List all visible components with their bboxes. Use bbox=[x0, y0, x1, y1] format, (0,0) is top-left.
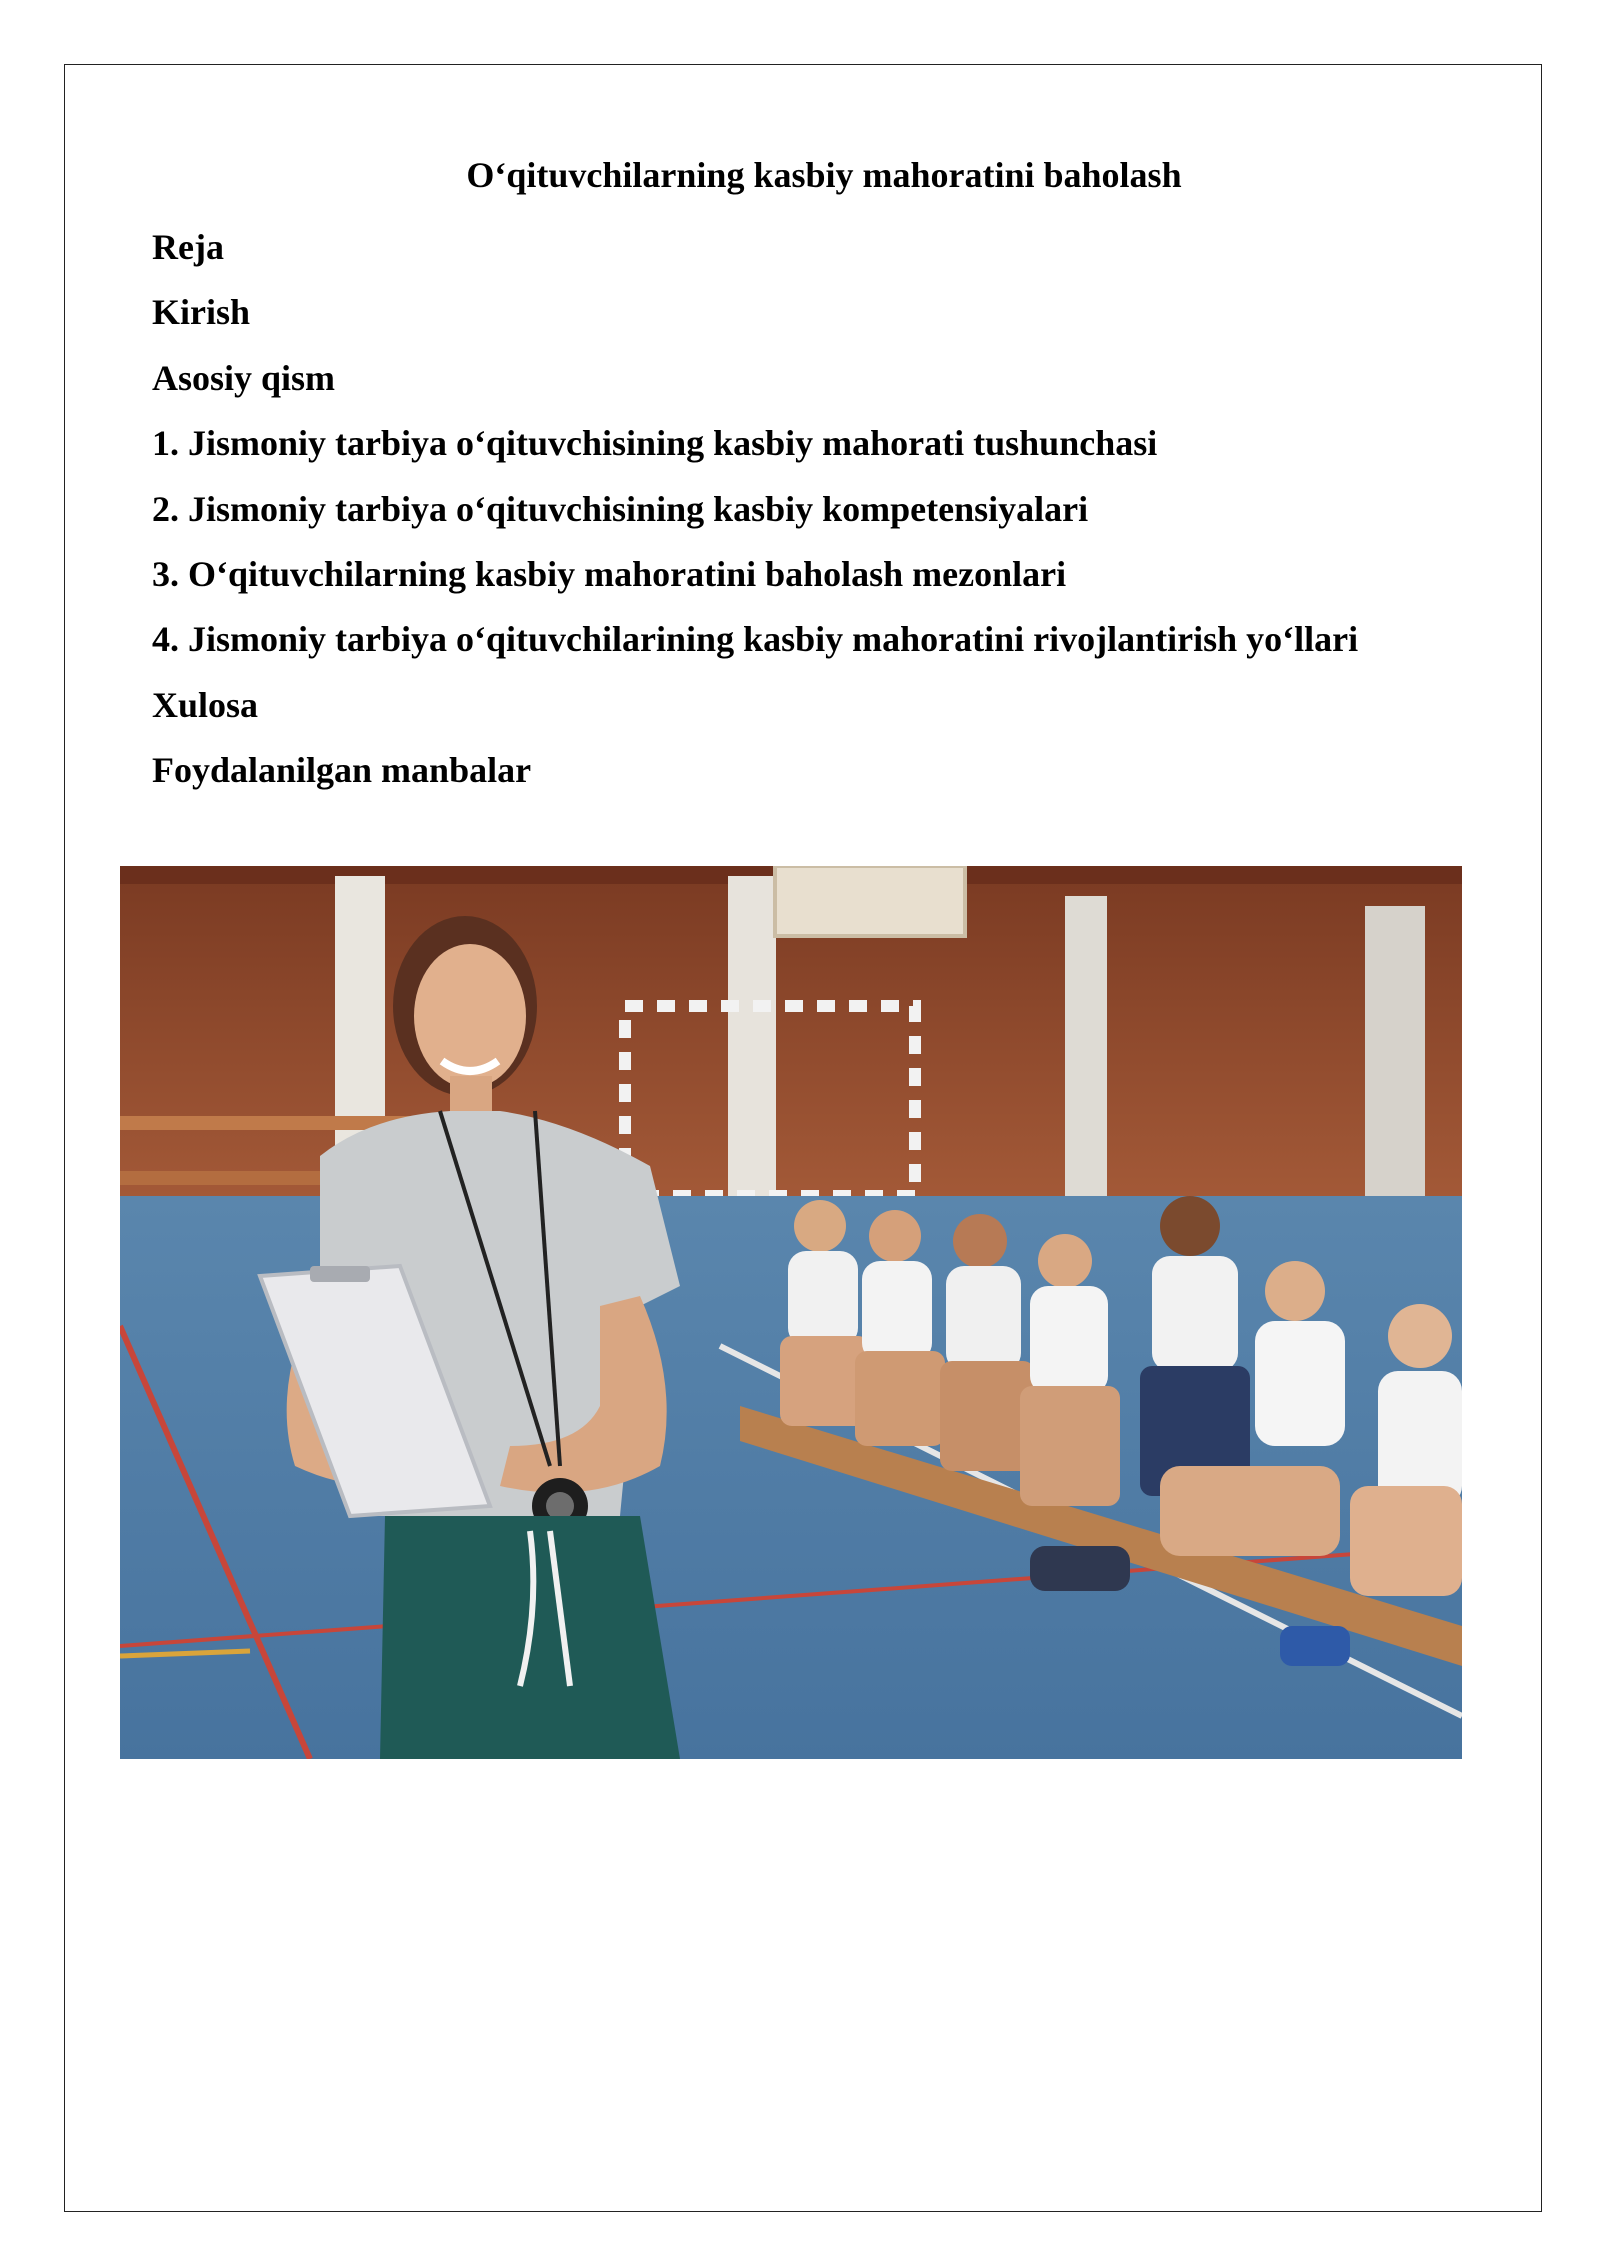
toc-item-xulosa: Xulosa bbox=[152, 684, 259, 725]
toc-item-3: 3. O‘qituvchilarning kasbiy mahoratini baholash mezonlari bbox=[152, 554, 1067, 595]
toc-item-1: 1. Jismoniy tarbiya o‘qituvchisining kasbiy mahorati tushunchasi bbox=[152, 423, 1158, 464]
toc-item-kirish: Kirish bbox=[152, 292, 251, 333]
gym-teacher-photo bbox=[120, 866, 1462, 1759]
toc-item-asosiy-qism: Asosiy qism bbox=[152, 357, 336, 398]
toc-item-2: 2. Jismoniy tarbiya o‘qituvchisining kasbiy kompetensiyalari bbox=[152, 488, 1089, 529]
toc-item-manbalar: Foydalanilgan manbalar bbox=[152, 750, 532, 791]
document-title: O‘qituvchilarning kasbiy mahoratini baholash bbox=[466, 155, 1182, 195]
toc-heading-reja: Reja bbox=[152, 227, 224, 267]
toc-item-4: 4. Jismoniy tarbiya o‘qituvchilarining kasbiy mahoratini rivojlantirish yo‘llari bbox=[152, 619, 1359, 660]
table-of-contents bbox=[152, 215, 1482, 804]
